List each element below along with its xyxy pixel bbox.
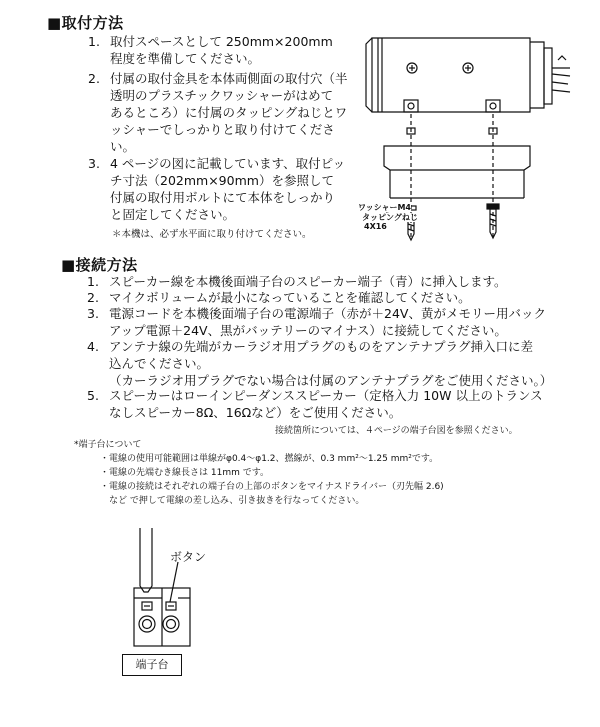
connection-step-4	[87, 338, 567, 389]
figure-size-label: 4X16	[364, 222, 387, 231]
step-line: 付属の取付用ボルトにて本体をしっかり	[110, 190, 336, 205]
terminal-bullet: ・電線の先端むき線長さは 11mm です。	[100, 468, 269, 478]
step-number: 5.	[87, 388, 99, 403]
step-line: あるところ）に付属のタッピングねじとワ	[110, 105, 348, 120]
mounting-step-3	[88, 155, 358, 225]
step-number: 1.	[87, 274, 99, 289]
step-line: 込んでください。	[109, 356, 210, 371]
step-number: 3.	[88, 156, 100, 171]
figure-tapping-label: タッピングねじ	[362, 213, 418, 222]
step-line: スピーカー線を本機後面端子台のスピーカー端子（青）に挿入します。	[109, 274, 507, 289]
step-line: と固定してください。	[110, 207, 236, 222]
step-line: 付属の取付金具を本体両側面の取付穴（半	[110, 71, 348, 86]
step-number: 2.	[87, 290, 99, 305]
terminal-button-label: ボタン	[170, 550, 207, 564]
mounting-heading: ■取付方法	[47, 14, 124, 32]
step-line: アンテナ線の先端がカーラジオ用プラグのものをアンテナプラグ挿入口に差	[109, 339, 534, 354]
mounting-step-2	[88, 70, 358, 156]
connection-step-5	[87, 387, 567, 421]
terminal-bullet: ・電線の接続はそれぞれの端子台の上部のボタンをマイナスドライバー（刃先幅 2.6)	[100, 482, 444, 492]
terminal-title: *端子台について	[74, 440, 142, 450]
step-line: スピーカーはローインピーダンススピーカー（定格入力 10W 以上のトランス	[109, 388, 543, 403]
mounting-step-1	[88, 33, 358, 67]
connection-heading: ■接続方法	[61, 256, 138, 274]
step-line: 透明のプラスチックワッシャーがはめて	[110, 88, 334, 103]
step-number: 4.	[87, 339, 99, 354]
step-number: 3.	[87, 306, 99, 321]
connection-ref-note: 接続箇所については、４ページの端子台図を参照ください。	[275, 426, 518, 436]
step-line: ッシャーでしっかりと取り付けてくださ	[110, 122, 335, 137]
mounting-note: ＊本機は、必ず水平面に取り付けてください。	[112, 229, 312, 240]
step-line: （カーラジオ用プラグでない場合は付属のアンテナプラグをご使用ください。）	[109, 373, 553, 388]
connection-step-2	[87, 289, 567, 306]
terminal-bullet: など で押して電線の差し込み、引き抜きを行なってください。	[100, 496, 365, 506]
step-number: 1.	[88, 34, 100, 49]
step-line: 電源コードを本機後面端子台の電源端子（赤が＋24V、黄がメモリー用バック	[109, 306, 546, 321]
step-line: マイクボリュームが最小になっていることを確認してください。	[109, 290, 471, 305]
step-line: い。	[110, 139, 136, 154]
connection-step-3	[87, 305, 567, 339]
step-line: なしスピーカー8Ω、16Ωなど）をご使用ください。	[109, 405, 402, 420]
step-line: チ寸法（202mm×90mm）を参照して	[110, 173, 334, 188]
figure-washer-label: ワッシャーM4	[358, 203, 411, 212]
step-number: 2.	[88, 71, 100, 86]
terminal-block-label: 端子台	[122, 654, 182, 676]
step-line: 程度を準備してください。	[110, 51, 261, 66]
terminal-bullet: ・電線の使用可能範囲は単線がφ0.4～φ1.2、撚線が、0.3 mm²～1.25 mm²です。	[100, 454, 439, 464]
step-line: アップ電源＋24V、黒がバッテリーのマイナス）に接続してください。	[109, 323, 507, 338]
step-line: 取付スペースとして 250mm×200mm	[110, 34, 333, 49]
step-line: 4 ページの図に記載しています、取付ピッ	[110, 156, 346, 171]
terminal-block-figure	[120, 528, 230, 648]
connection-step-1	[87, 273, 567, 290]
